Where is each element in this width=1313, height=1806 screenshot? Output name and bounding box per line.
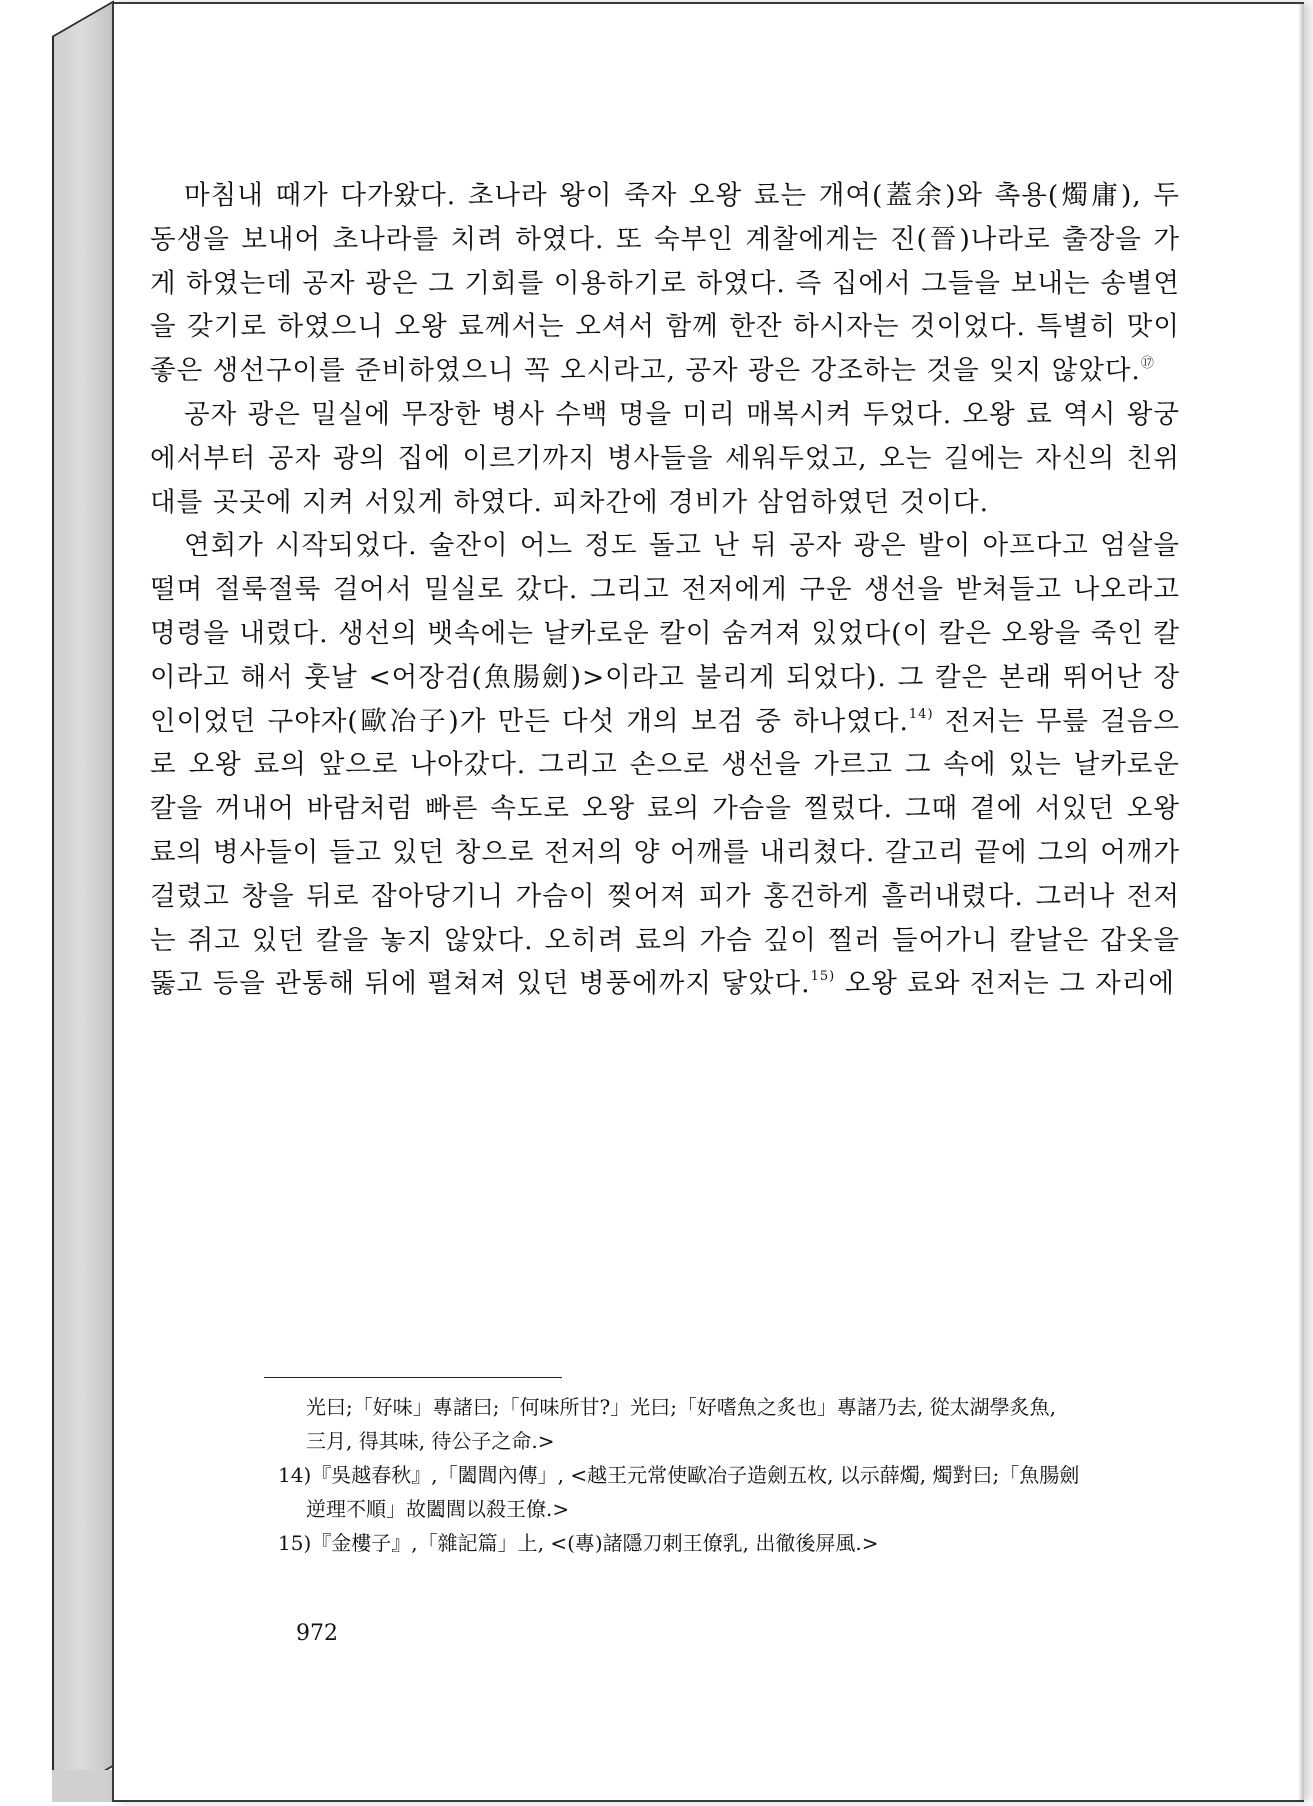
main-text	[150, 174, 1180, 1006]
paragraph-3-text: 연회가 시작되었다. 술잔이 어느 정도 돌고 난 뒤 공자 광은 발이 아프다고 엄살을 떨며 절룩절룩 걸어서 밀실로 갔다. 그리고 전저에게 구운 생선을 받쳐들고 나오라고 명령을 내렸다. 생선의 뱃속에는 날카로운 칼이 숨겨져 있었다(이 칼은 오왕을 죽인 칼이라고 해서 훗날 <어장검(魚腸劍)>이라고 불리게 되었다). 그 칼은 본래 뛰어난 장인이었던 구야자(歐冶子)가 만든 다섯 개의 보검 중 하나였다.	[150, 530, 1180, 737]
footnote-14-line-1: 14)『吳越春秋』,「闔閭內傳」, <越王元常使歐冶子造劍五枚, 以示薛燭, 燭對曰;「魚腸劍	[278, 1463, 1080, 1487]
footnote-divider	[264, 1377, 562, 1378]
page-number: 972	[296, 1621, 338, 1646]
paragraph-2	[150, 393, 1180, 524]
paragraph-2-text: 공자 광은 밀실에 무장한 병사 수백 명을 미리 매복시켜 두었다. 오왕 료 역시 왕궁에서부터 공자 광의 집에 이르기까지 병사들을 세워두었고, 오는 길에는 자신의 친위대를 곳곳에 지켜 서있게 하였다. 피차간에 경비가 삼엄하였던 것이다.	[150, 398, 1180, 518]
footnotes	[150, 1390, 1180, 1560]
paragraph-3	[150, 524, 1180, 1006]
paragraph-3b-text: 전저는 무릎 걸음으로 오왕 료의 앞으로 나아갔다. 그리고 손으로 생선을 가르고 그 속에 있는 날카로운 칼을 꺼내어 바람처럼 빠른 속도로 오왕 료의 가슴을 찔렀다. 그때 곁에 서있던 오왕 료의 병사들이 들고 있던 창으로 전저의 양 어깨를 내리쳤다. 갈고리 끝에 그의 어깨가 걸렸고 창을 뒤로 잡아당기니 가슴이 찢어져 피가 홍건하게 흘러내렸다. 그러나 전저는 쥐고 있던 칼을 놓지 않았다. 오히려 료의 가슴 깊이 찔러 들어가니 칼날은 갑옷을 뚫고 등을 관통해 뒤에 펼쳐져 있던 병풍에까지 닿았다.	[150, 705, 1180, 1000]
footnote-mark-17: ⑰	[1140, 356, 1155, 372]
book-spine-edge	[52, 0, 114, 1802]
footnote-15: 15)『金樓子』,「雜記篇」上, <(專)諸隱刀刺王僚乳, 出徹後屏風.>	[278, 1531, 879, 1555]
paragraph-1-text: 마침내 때가 다가왔다. 초나라 왕이 죽자 오왕 료는 개여(蓋余)와 촉용(燭庸), 두 동생을 보내어 초나라를 치려 하였다. 또 숙부인 계찰에게는 진(晉)나라로 출장을 가게 하였는데 공자 광은 그 기회를 이용하기로 하였다. 즉 집에서 그들을 보내는 송별연을 갖기로 하였으니 오왕 료께서는 오셔서 함께 한잔 하시자는 것이었다. 특별히 맛이 좋은 생선구이를 준비하였으니 꼭 오시라고, 공자 광은 강조하는 것을 잊지 않았다.	[150, 180, 1180, 387]
book-edge-bottom	[52, 1770, 114, 1802]
footnote-mark-14: 14)	[908, 706, 934, 722]
paragraph-1	[150, 174, 1180, 393]
footnote-continued-line-1: 光曰;「好味」專諸曰;「何味所甘?」光曰;「好嗜魚之炙也」專諸乃去, 從太湖學炙魚,	[306, 1395, 1057, 1419]
footnote-continued-line-2: 三月, 得其味, 待公子之命.>	[306, 1429, 555, 1453]
footnote-14-line-2: 逆理不順」故闔閭以殺王僚.>	[306, 1497, 570, 1521]
paragraph-3c-text: 오왕 료와 전저는 그 자리에	[844, 968, 1175, 1000]
footnote-mark-15: 15)	[810, 969, 836, 985]
